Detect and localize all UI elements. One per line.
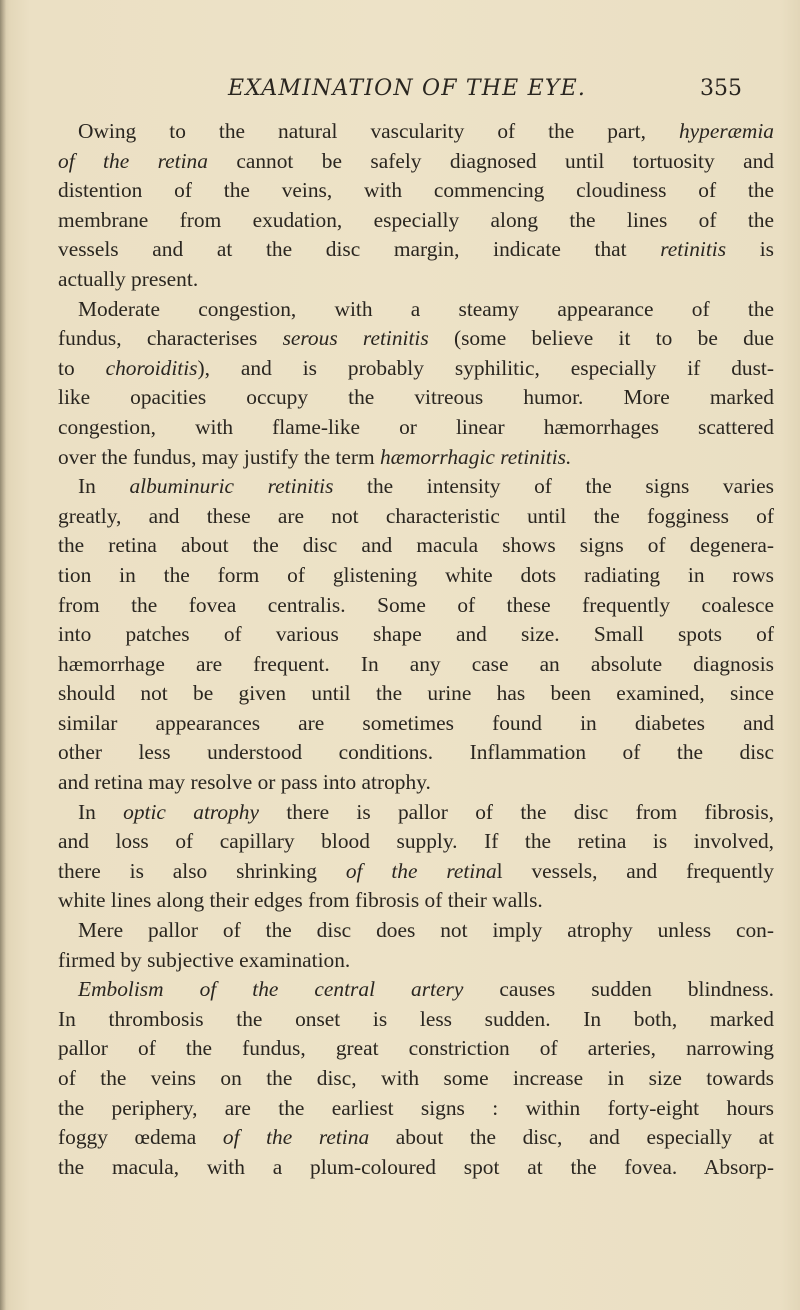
text-line: the periphery, are the earliest signs : within forty-eight hours xyxy=(58,1095,774,1120)
text-line: vessels and at the disc margin, indicate that retinitis is xyxy=(58,237,774,262)
text-line: In thrombosis the onset is less sudden. In both, marked xyxy=(58,1006,774,1031)
text-line: should not be given until the urine has been examined, since xyxy=(58,681,774,706)
text-line: from the fovea centralis. Some of these frequently coalesce xyxy=(58,592,774,617)
text-line: there is also shrinking of the retinal vessels, and frequently xyxy=(58,858,774,883)
text-line: tion in the form of glistening white dots radiating in rows xyxy=(58,562,774,587)
text-line: firmed by subjective examination. xyxy=(58,947,351,972)
text-line: hæmorrhage are frequent. In any case an absolute diagnosis xyxy=(58,651,774,676)
text-line: In albuminuric retinitis the intensity of the signs varies xyxy=(78,474,775,499)
text-line: In optic atrophy there is pallor of the disc from fibrosis, xyxy=(78,799,775,824)
text-line: Owing to the natural vascularity of the part, hyperæmia xyxy=(78,119,774,143)
paragraph xyxy=(58,975,774,1182)
paragraph xyxy=(58,117,774,295)
text-line: other less understood conditions. Inflammation of the disc xyxy=(58,740,774,765)
paragraph xyxy=(58,295,774,473)
text-line: distention of the veins, with commencing cloudiness of the xyxy=(58,178,774,203)
text-line: Moderate congestion, with a steamy appearance of the xyxy=(78,296,774,321)
text-line: and loss of capillary blood supply. If the retina is involved, xyxy=(58,829,774,854)
paragraph xyxy=(58,916,774,975)
text-line: into patches of various shape and size. Small spots of xyxy=(58,622,774,647)
text-line: similar appearances are sometimes found in diabetes and xyxy=(58,710,774,735)
text-line: Embolism of the central artery causes sudden blindness. xyxy=(78,977,774,1002)
text-line: the macula, with a plum-coloured spot at the fovea. Absorp- xyxy=(58,1154,774,1179)
running-title: EXAMINATION OF THE EYE. xyxy=(228,76,587,101)
text-line: like opacities occupy the vitreous humor. More marked xyxy=(58,385,774,410)
page-number: 355 xyxy=(700,76,742,101)
text-line: membrane from exudation, especially along the lines of the xyxy=(58,207,774,232)
page-gutter xyxy=(0,0,6,1310)
text-line: to choroiditis), and is probably syphilitic, especially if dust- xyxy=(58,355,774,380)
text-line: foggy œdema of the retina about the disc, and especially at xyxy=(58,1125,775,1150)
text-line: over the fundus, may justify the term hæmorrhagic retinitis. xyxy=(58,444,572,469)
text-line: of the veins on the disc, with some increase in size towards xyxy=(58,1066,774,1090)
text-line: white lines along their edges from fibrosis of their walls. xyxy=(58,888,543,913)
text-line: Mere pallor of the disc does not imply atrophy unless con- xyxy=(78,918,774,943)
running-header xyxy=(0,76,800,106)
body-text xyxy=(58,117,774,1182)
text-line: of the retina cannot be safely diagnosed until tortuosity and xyxy=(58,148,774,173)
text-line: congestion, with flame-like or linear hæmorrhages scattered xyxy=(58,414,774,439)
paragraph xyxy=(58,472,774,798)
text-line: actually present. xyxy=(58,266,199,291)
text-line: and retina may resolve or pass into atrophy. xyxy=(58,770,431,795)
text-line: fundus, characterises serous retinitis (some believe it to be due xyxy=(58,326,774,351)
text-line: the retina about the disc and macula shows signs of degenera- xyxy=(58,533,774,558)
paragraph xyxy=(58,798,774,916)
text-line: greatly, and these are not characteristic until the fogginess of xyxy=(58,503,774,528)
text-line: pallor of the fundus, great constriction of arteries, narrowing xyxy=(58,1036,774,1061)
